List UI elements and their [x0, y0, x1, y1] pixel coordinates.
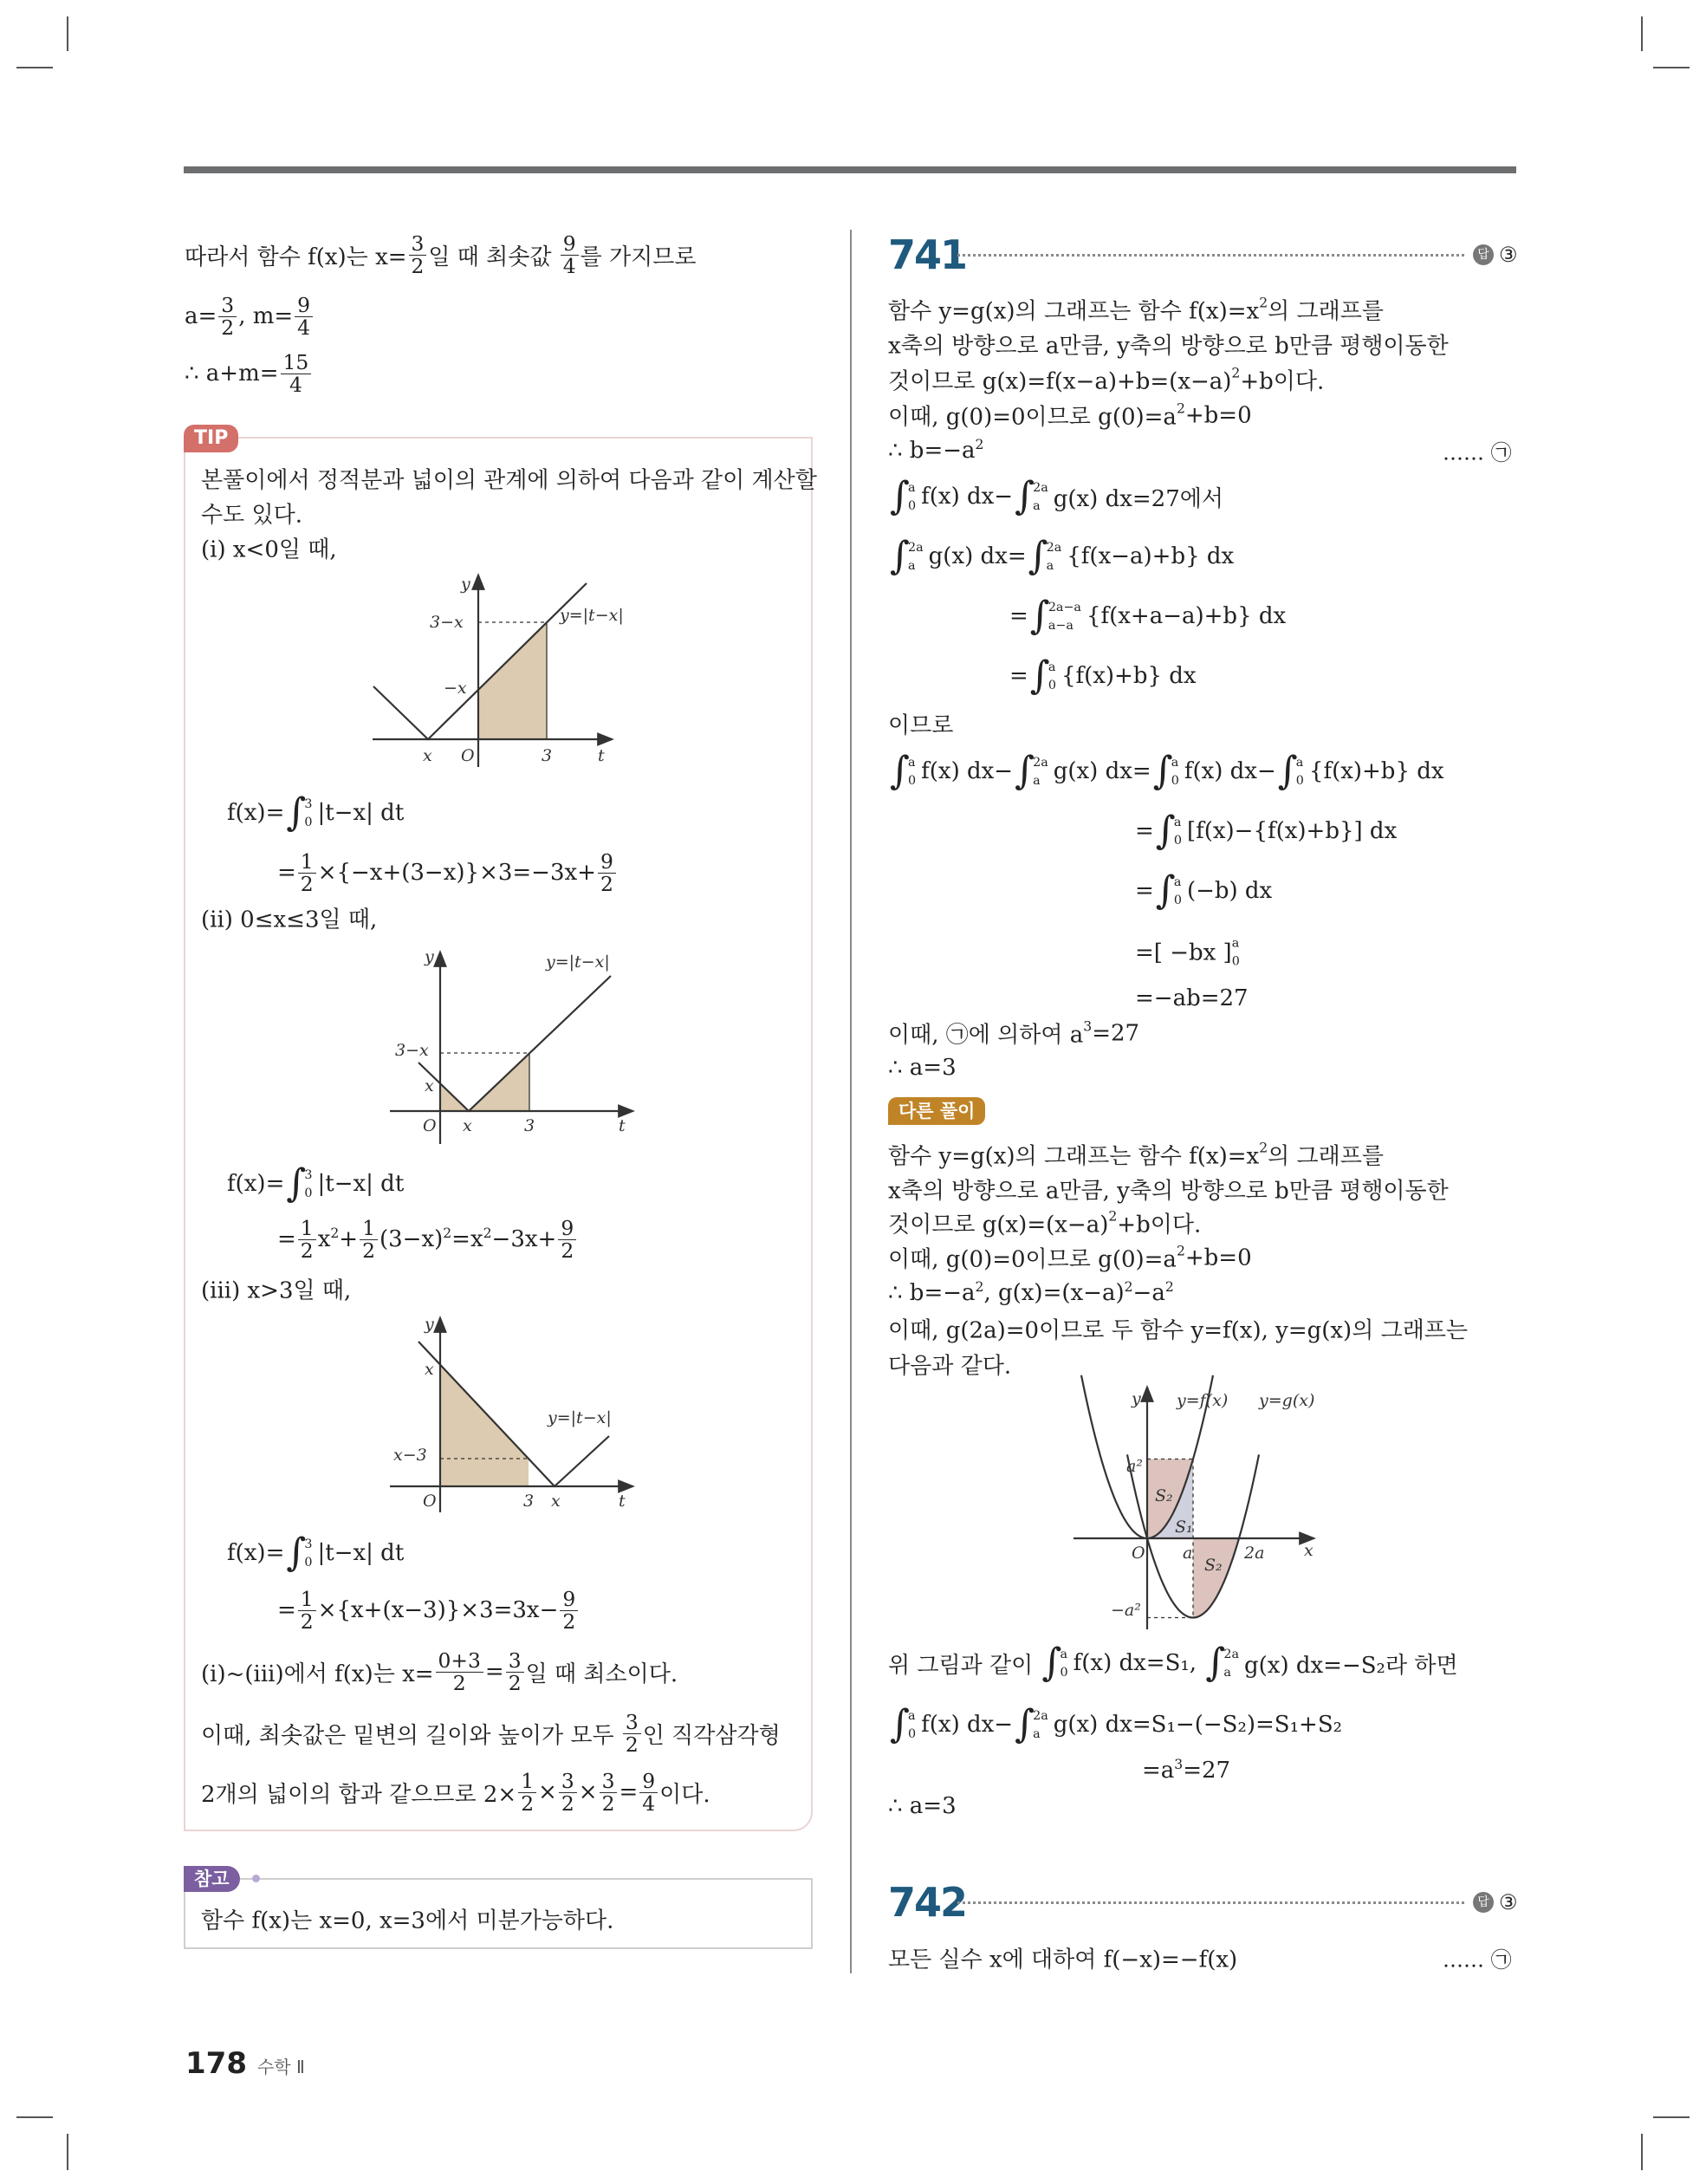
- text-run: 이때, g(2a)=0이므로 두 함수 y=f(x), y=g(x)의 그래프는: [888, 1317, 1469, 1344]
- text-run: =: [277, 1597, 296, 1623]
- denominator: 4: [642, 1791, 656, 1816]
- lower-limit: 0: [304, 815, 313, 829]
- upper-limit: a: [908, 1708, 916, 1723]
- axis-label: x: [425, 1360, 434, 1379]
- text-run: +b이다.: [1240, 368, 1325, 395]
- text-run: f(x) dx−: [921, 757, 1014, 784]
- tick-label: a: [1183, 1544, 1193, 1563]
- superscript: 2: [1259, 295, 1268, 311]
- text-run: {f(x+a−a)+b} dx: [1086, 602, 1287, 629]
- graph-case-x-greater: [390, 1315, 632, 1512]
- text-run: {f(x)+b} dx: [1308, 757, 1444, 784]
- integral-sign-icon: ∫: [890, 533, 911, 578]
- text-run: x: [317, 1226, 331, 1252]
- upper-limit: a: [1171, 755, 1179, 770]
- superscript: 2: [975, 436, 984, 452]
- numerator: 9: [561, 233, 579, 256]
- integral-sign-icon: ∫: [286, 1160, 307, 1206]
- denominator: 2: [561, 1238, 574, 1263]
- integral-sign-icon: ∫: [1277, 748, 1298, 793]
- tick-label: x: [551, 1492, 561, 1511]
- text-run: (i) x<0일 때,: [201, 536, 337, 563]
- numerator: 9: [598, 851, 616, 874]
- denominator: 2: [601, 1791, 615, 1816]
- integral-sign-icon: ∫: [1015, 748, 1035, 793]
- axis-label: y: [425, 947, 434, 966]
- axis-label: y: [1132, 1389, 1141, 1408]
- superscript: 2: [1108, 1208, 1118, 1225]
- tick-label: 2a: [1244, 1544, 1265, 1563]
- text-run: |t−x| dt: [317, 1539, 405, 1566]
- denominator: 2: [452, 1670, 466, 1695]
- upper-limit: a: [1231, 936, 1240, 951]
- text-run: 함수 f(x)는 x=0, x=3에서 미분가능하다.: [201, 1908, 614, 1934]
- numerator: 3: [623, 1712, 641, 1734]
- text-run: ∴ b=−a: [888, 1280, 976, 1306]
- superscript: 2: [1259, 1140, 1268, 1156]
- alt-solution-badge: 다른 풀이: [888, 1097, 985, 1125]
- text-run: g(x) dx=: [928, 543, 1027, 569]
- problem-number-741: 741: [888, 231, 967, 278]
- upper-limit: 2a: [1033, 480, 1048, 495]
- lower-limit: a: [908, 558, 916, 573]
- text-run: =: [277, 1226, 296, 1252]
- tip-badge: TIP: [184, 425, 238, 452]
- superscript: 2: [1176, 1243, 1185, 1259]
- tick-label: a²: [1126, 1457, 1143, 1476]
- text-run: 다음과 같다.: [888, 1353, 1012, 1380]
- text-run: 의 그래프를: [1268, 1143, 1384, 1170]
- integral-sign-icon: ∫: [890, 473, 911, 518]
- lower-limit: 0: [908, 1726, 917, 1741]
- integral-sign-icon: ∫: [1015, 473, 1035, 518]
- tick-label: 3: [542, 746, 553, 765]
- upper-limit: 2a: [1033, 755, 1048, 770]
- numerator: 9: [295, 295, 313, 317]
- text-run: =: [277, 860, 296, 886]
- text-run: |t−x| dt: [317, 1170, 405, 1197]
- text-run: 이때, 최솟값은 밑변의 길이와 높이가 모두: [201, 1722, 621, 1749]
- text-run: =[ −bx ]: [1135, 939, 1232, 965]
- text-run: f(x) dx−: [1184, 757, 1276, 784]
- integral-sign-icon: ∫: [890, 748, 911, 793]
- text-run: 이다.: [659, 1781, 710, 1808]
- denominator: 2: [362, 1238, 375, 1263]
- lower-limit: 0: [1231, 954, 1240, 969]
- tick-label: t: [619, 1116, 626, 1135]
- parabola-graph: [1074, 1375, 1314, 1629]
- answer-mark-icon: 답: [1473, 1892, 1494, 1913]
- superscript: 2: [1164, 1278, 1174, 1295]
- denominator: 4: [562, 253, 576, 278]
- upper-limit: 3: [304, 796, 313, 811]
- curve-label: y=|t−x|: [546, 952, 610, 972]
- superscript: 2: [1231, 365, 1241, 381]
- superscript: 2: [975, 1278, 984, 1295]
- lower-limit: a: [1033, 1726, 1041, 1741]
- text-run: (i)~(iii)에서 f(x)는 x=: [201, 1661, 434, 1687]
- denominator: 2: [521, 1791, 535, 1816]
- integral-sign-icon: ∫: [1015, 1701, 1035, 1746]
- text-run: f(x)=: [227, 1539, 285, 1566]
- integral-sign-icon: ∫: [1029, 593, 1050, 638]
- tick-label: 3: [524, 1116, 535, 1135]
- text-run: 일 때 최솟값: [428, 244, 559, 270]
- integral-sign-icon: ∫: [1028, 533, 1048, 578]
- text-run: =: [1009, 602, 1028, 629]
- text-run: |t−x| dt: [317, 799, 405, 826]
- text-run: 일 때 최소이다.: [525, 1661, 678, 1687]
- lower-limit: 0: [1295, 773, 1304, 788]
- superscript: 2: [330, 1225, 340, 1241]
- tick-label: t: [598, 746, 605, 765]
- integral-sign-icon: ∫: [1041, 1640, 1062, 1685]
- denominator: 4: [297, 315, 311, 340]
- text-run: f(x)=: [227, 799, 285, 826]
- upper-limit: 3: [304, 1537, 313, 1551]
- text-run: f(x) dx=S₁,: [1073, 1649, 1204, 1676]
- text-run: g(x) dx=: [1053, 757, 1151, 784]
- shaded-region-s2-bottom: [1193, 1538, 1239, 1618]
- numerator: 9: [560, 1589, 578, 1611]
- text-run: 함수 y=g(x)의 그래프는 함수 f(x)=x: [888, 298, 1260, 325]
- text-run: x축의 방향으로 a만큼, y축의 방향으로 b만큼 평행이동한: [888, 1178, 1449, 1205]
- integral-sign-icon: ∫: [286, 790, 307, 835]
- region-label: S₁: [1175, 1518, 1193, 1537]
- integral-sign-icon: ∫: [1155, 808, 1176, 853]
- superscript: 2: [1176, 400, 1185, 417]
- graph-case-x-negative: [373, 575, 624, 767]
- text-run: 이므로: [888, 712, 954, 739]
- lower-limit: a: [1033, 498, 1041, 513]
- text-run: {f(x)+b} dx: [1061, 662, 1197, 689]
- numerator: 1: [518, 1771, 536, 1793]
- text-run: ∴ a+m=: [185, 361, 279, 387]
- denominator: 2: [561, 1791, 574, 1816]
- subject-name: 수학 Ⅱ: [256, 2057, 305, 2077]
- upper-limit: 2a: [908, 540, 924, 555]
- tick-label: O: [1132, 1544, 1145, 1563]
- tick-label: 3: [523, 1492, 535, 1511]
- problem-number-742: 742: [888, 1879, 967, 1926]
- text-run: =27: [1092, 1020, 1140, 1046]
- upper-limit: a: [908, 480, 916, 495]
- numerator: 3: [559, 1771, 577, 1793]
- region-label: S₂: [1204, 1556, 1223, 1575]
- text-run: , m=: [238, 303, 294, 329]
- lower-limit: a: [1223, 1665, 1231, 1680]
- lower-limit: a: [1033, 773, 1041, 788]
- numerator: 3: [600, 1771, 618, 1793]
- text-run: =−ab=27: [1135, 985, 1249, 1011]
- text-run: (ii) 0≤x≤3일 때,: [201, 907, 378, 933]
- lower-limit: a−a: [1048, 618, 1074, 633]
- text-run: 를 가지므로: [580, 244, 697, 270]
- text-run: {f(x−a)+b} dx: [1067, 543, 1235, 569]
- numerator: 1: [298, 1589, 316, 1611]
- denominator: 2: [508, 1670, 522, 1695]
- tick-label: O: [423, 1492, 437, 1511]
- text-run: 이때, g(0)=0이므로 g(0)=a: [888, 1246, 1177, 1273]
- text-run: ×{x+(x−3)}×3=3x−: [317, 1597, 559, 1623]
- text-run: 위 그림과 같이: [888, 1652, 1041, 1679]
- text-run: f(x)=: [227, 1170, 285, 1197]
- text-run: 2개의 넓이의 합과 같으므로 2×: [201, 1781, 517, 1808]
- text-run: g(x) dx=−S₂라 하면: [1244, 1652, 1458, 1679]
- answer-value: ③: [1499, 243, 1518, 267]
- lower-limit: 0: [304, 1555, 313, 1570]
- integral-sign-icon: ∫: [890, 1701, 911, 1746]
- numerator: 15: [281, 352, 312, 374]
- text-run: =: [484, 1659, 504, 1685]
- numerator: 9: [639, 1771, 658, 1793]
- text-run: 함수 y=g(x)의 그래프는 함수 f(x)=x: [888, 1143, 1260, 1170]
- axis-label: x−3: [393, 1446, 427, 1465]
- denominator: 2: [300, 1238, 314, 1263]
- text-run: ×: [538, 1779, 557, 1805]
- text-run: , g(x)=(x−a): [983, 1280, 1125, 1306]
- tick-label: −a²: [1111, 1601, 1141, 1620]
- text-run: x축의 방향으로 a만큼, y축의 방향으로 b만큼 평행이동한: [888, 333, 1449, 360]
- text-run: +b이다.: [1117, 1212, 1202, 1238]
- text-run: 것이므로 g(x)=f(x−a)+b=(x−a): [888, 368, 1232, 395]
- text-run: ∴ a=3: [888, 1793, 957, 1819]
- text-run: 인 직각삼각형: [642, 1722, 781, 1749]
- text-run: 본풀이에서 정적분과 넓이의 관계에 의하여 다음과 같이 계산할: [201, 467, 817, 494]
- numerator: 1: [360, 1218, 378, 1240]
- numerator: 3: [506, 1650, 524, 1673]
- curve-label: y=|t−x|: [548, 1408, 612, 1427]
- graph-case-x-between: [390, 947, 632, 1144]
- upper-limit: 2a: [1033, 1708, 1048, 1723]
- lower-limit: 0: [1171, 773, 1179, 788]
- tick-label: t: [619, 1492, 626, 1511]
- text-run: [f(x)−{f(x)+b}] dx: [1186, 817, 1398, 844]
- numerator: 1: [298, 851, 316, 874]
- text-run: =: [1135, 817, 1154, 844]
- upper-limit: 2a−a: [1048, 600, 1081, 614]
- text-run: 수도 있다.: [201, 502, 302, 529]
- text-run: (iii) x>3일 때,: [201, 1277, 352, 1304]
- text-run: =: [619, 1779, 639, 1805]
- upper-limit: a: [1173, 874, 1182, 889]
- axis-label: x: [425, 1076, 434, 1095]
- numerator: 1: [298, 1218, 316, 1240]
- text-run: g(x) dx=S₁−(−S₂)=S₁+S₂: [1053, 1711, 1343, 1738]
- integral-sign-icon: ∫: [1155, 868, 1176, 913]
- denominator: 2: [562, 1609, 576, 1634]
- integral-sign-icon: ∫: [1029, 653, 1050, 698]
- note-badge: 참고: [184, 1866, 240, 1892]
- numerator: 0+3: [436, 1650, 483, 1673]
- denominator: 4: [289, 372, 302, 397]
- text-run: ∴ b=−a: [888, 438, 976, 464]
- upper-limit: a: [908, 755, 916, 770]
- text-run: 것이므로 g(x)=(x−a): [888, 1212, 1109, 1238]
- integral-sign-icon: ∫: [286, 1530, 307, 1575]
- lower-limit: 0: [908, 498, 917, 513]
- upper-limit: 3: [304, 1167, 313, 1182]
- page-number: 178: [185, 2046, 247, 2081]
- denominator: 2: [300, 1609, 314, 1634]
- text-run: 이때, ㉠에 의하여 a: [888, 1022, 1084, 1049]
- upper-limit: a: [1060, 1647, 1068, 1661]
- text-run: 이때, g(0)=0이므로 g(0)=a: [888, 404, 1177, 431]
- lower-limit: 0: [1060, 1665, 1068, 1680]
- lower-limit: 0: [304, 1186, 313, 1200]
- equation-tag: …… ㉠: [1443, 440, 1512, 465]
- text-run: 의 그래프를: [1268, 298, 1384, 325]
- curve-label: y=|t−x|: [560, 606, 624, 625]
- text-run: =: [1135, 877, 1154, 904]
- text-run: ∴ a=3: [888, 1055, 957, 1081]
- axis-label: y: [461, 575, 470, 594]
- text-run: (3−x): [379, 1226, 444, 1252]
- upper-limit: a: [1295, 755, 1304, 770]
- tick-label: x: [463, 1116, 472, 1135]
- superscript: 2: [1124, 1278, 1133, 1295]
- text-run: 모든 실수 x에 대하여 f(−x)=−f(x): [888, 1947, 1238, 1973]
- superscript: 2: [483, 1225, 492, 1241]
- text-run: =27: [1183, 1758, 1231, 1784]
- superscript: 3: [1174, 1756, 1184, 1772]
- text-run: 따라서 함수 f(x)는 x=: [185, 244, 407, 270]
- axis-label: 3−x: [430, 613, 464, 632]
- text-run: +b=0: [1184, 402, 1252, 428]
- text-run: =x: [451, 1226, 483, 1252]
- integral-sign-icon: ∫: [1152, 748, 1173, 793]
- text-run: =: [1009, 662, 1028, 689]
- integral-sign-icon: ∫: [1205, 1640, 1226, 1685]
- superscript: 3: [1083, 1018, 1093, 1035]
- text-run: ×{−x+(3−x)}×3=−3x+: [317, 860, 596, 886]
- answer-value: ③: [1499, 1890, 1518, 1914]
- lower-limit: a: [1046, 558, 1054, 573]
- lower-limit: 0: [1173, 893, 1182, 907]
- curve-label: y=g(x): [1259, 1391, 1315, 1410]
- text-run: a=: [185, 303, 217, 329]
- upper-limit: 2a: [1046, 540, 1062, 555]
- axis-label: −x: [444, 679, 467, 698]
- upper-limit: a: [1048, 660, 1056, 674]
- denominator: 2: [625, 1732, 639, 1757]
- text-run: f(x) dx−: [921, 483, 1014, 510]
- numerator: 9: [558, 1218, 576, 1240]
- denominator: 2: [600, 871, 613, 896]
- tick-label: O: [461, 746, 475, 765]
- lower-limit: 0: [908, 773, 917, 788]
- equation-tag: …… ㉠: [1443, 1947, 1512, 1973]
- numerator: 3: [409, 233, 427, 256]
- text-run: =a: [1142, 1758, 1175, 1784]
- region-label: S₂: [1155, 1486, 1173, 1505]
- curve-label: y=f(x): [1177, 1391, 1229, 1410]
- text-run: ×: [578, 1779, 598, 1805]
- text-run: +b=0: [1184, 1245, 1252, 1271]
- upper-limit: a: [1173, 815, 1182, 829]
- denominator: 2: [411, 253, 425, 278]
- text-run: g(x) dx=27에서: [1053, 485, 1224, 512]
- lower-limit: 0: [1048, 678, 1056, 692]
- denominator: 2: [221, 315, 235, 340]
- axis-label: y: [425, 1315, 434, 1334]
- text-run: +: [339, 1226, 359, 1252]
- text-run: (−b) dx: [1186, 877, 1273, 904]
- axis-label: 3−x: [395, 1041, 429, 1060]
- tick-label: x: [423, 746, 432, 765]
- denominator: 2: [300, 871, 314, 896]
- text-run: −3x+: [491, 1226, 557, 1252]
- tick-label: O: [423, 1116, 437, 1135]
- lower-limit: 0: [1173, 833, 1182, 848]
- tick-label: x: [1304, 1541, 1314, 1560]
- superscript: 2: [443, 1225, 452, 1241]
- numerator: 3: [218, 295, 237, 317]
- text-run: f(x) dx−: [921, 1711, 1014, 1738]
- upper-limit: 2a: [1223, 1647, 1239, 1661]
- shaded-area: [440, 1365, 529, 1486]
- text-run: −a: [1132, 1280, 1165, 1306]
- answer-mark-icon: 답: [1473, 244, 1494, 265]
